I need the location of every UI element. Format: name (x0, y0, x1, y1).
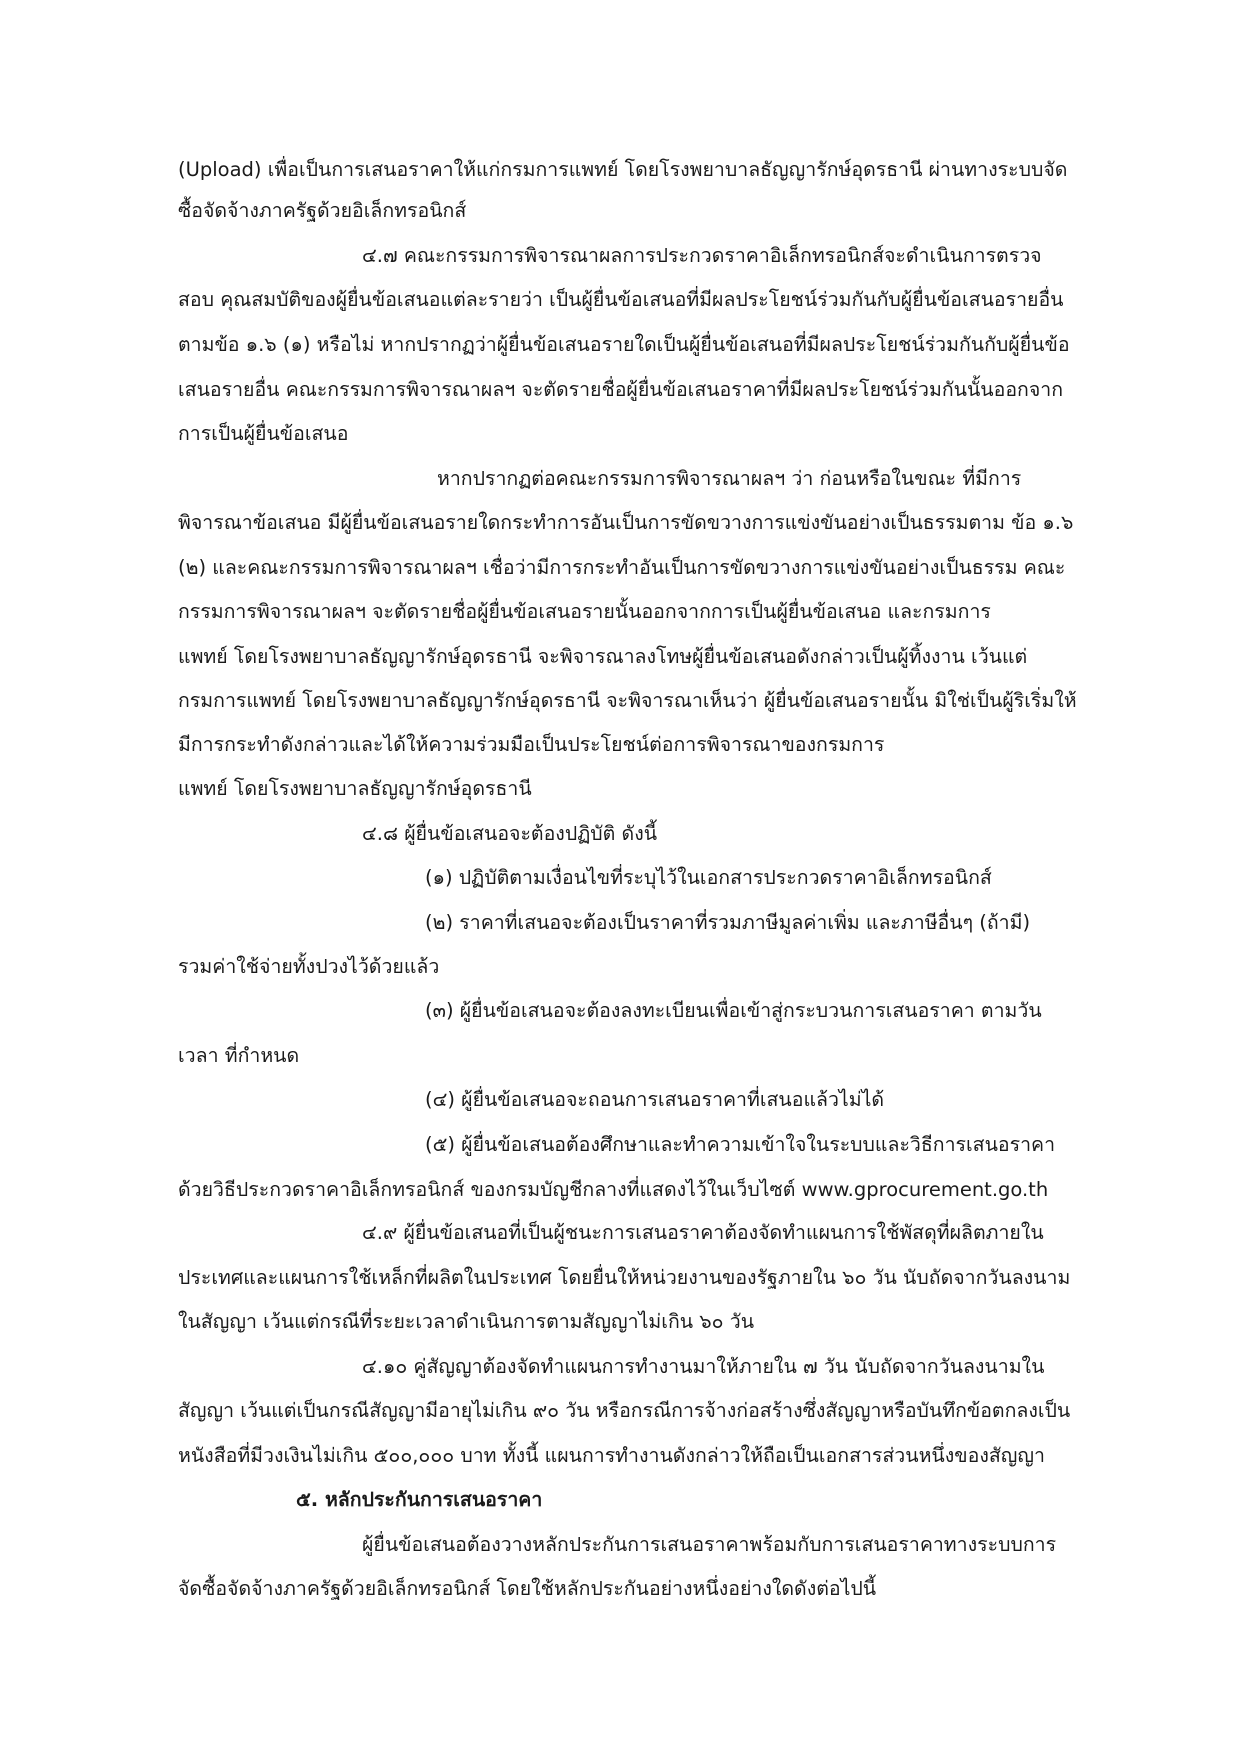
text-line: (๒) และคณะกรรมการพิจารณาผลฯ เชื่อว่ามีการกระทำอันเป็นการขัดขวางการแข่งขันอย่างเป็นธรรม คณะ (178, 556, 1066, 579)
text-line: พิจารณาข้อเสนอ มีผู้ยื่นข้อเสนอรายใดกระทำการอันเป็นการขัดขวางการแข่งขันอย่างเป็นธรรมตาม ข้อ ๑.๖ (178, 511, 1074, 534)
text-line: ประเทศและแผนการใช้เหล็กที่ผลิตในประเทศ โดยยื่นให้หน่วยงานของรัฐภายใน ๖๐ วัน นับถัดจากวันลงนาม (178, 1266, 1071, 1289)
text-line: รวมค่าใช้จ่ายทั้งปวงไว้ด้วยแล้ว (178, 955, 440, 978)
text-line: ตามข้อ ๑.๖ (๑) หรือไม่ หากปรากฏว่าผู้ยื่นข้อเสนอรายใดเป็นผู้ยื่นข้อเสนอที่มีผลประโยชน์ร่วมกันกับผู้ยื่นข้อ (178, 333, 1070, 356)
list-item: (๕) ผู้ยื่นข้อเสนอต้องศึกษาและทำความเข้าใจในระบบและวิธีการเสนอราคา (425, 1133, 1056, 1156)
text-line: การเป็นผู้ยื่นข้อเสนอ (178, 422, 349, 445)
section-4-7-line: ๔.๗ คณะกรรมการพิจารณาผลการประกวดราคาอิเล็กทรอนิกส์จะดำเนินการตรวจ (362, 244, 1042, 267)
list-item: (๑) ปฏิบัติตามเงื่อนไขที่ระบุไว้ในเอกสารประกวดราคาอิเล็กทรอนิกส์ (425, 866, 992, 889)
text-line: ในสัญญา เว้นแต่กรณีที่ระยะเวลาดำเนินการตามสัญญาไม่เกิน ๖๐ วัน (178, 1310, 755, 1333)
section-5-heading: ๕. หลักประกันการเสนอราคา (296, 1488, 543, 1511)
text-line: เสนอรายอื่น คณะกรรมการพิจารณาผลฯ จะตัดรายชื่อผู้ยื่นข้อเสนอราคาที่มีผลประโยชน์ร่วมกันนั้นออกจาก (178, 378, 1064, 401)
text-line: หนังสือที่มีวงเงินไม่เกิน ๕๐๐,๐๐๐ บาท ทั้งนี้ แผนการทำงานดังกล่าวให้ถือเป็นเอกสารส่วนหนึ่งของสัญญา (178, 1444, 1045, 1467)
section-4-9-line: ๔.๙ ผู้ยื่นข้อเสนอที่เป็นผู้ชนะการเสนอราคาต้องจัดทำแผนการใช้พัสดุที่ผลิตภายใน (362, 1221, 1044, 1244)
text-line: กรมการแพทย์ โดยโรงพยาบาลธัญญารักษ์อุดรธานี จะพิจารณาเห็นว่า ผู้ยื่นข้อเสนอรายนั้น มิใช่เป็นผู้ริเริ่มให้ (178, 689, 1077, 712)
text-line: กรรมการพิจารณาผลฯ จะตัดรายชื่อผู้ยื่นข้อเสนอรายนั้นออกจากการเป็นผู้ยื่นข้อเสนอ และกรมการ (178, 600, 991, 623)
text-line: มีการกระทำดังกล่าวและได้ให้ความร่วมมือเป็นประโยชน์ต่อการพิจารณาของกรมการ (178, 733, 885, 756)
text-line: สอบ คุณสมบัติของผู้ยื่นข้อเสนอแต่ละรายว่า เป็นผู้ยื่นข้อเสนอที่มีผลประโยชน์ร่วมกันกับผู้ยื่นข้อเสนอรายอื่น (178, 288, 1064, 311)
text-line: ด้วยวิธีประกวดราคาอิเล็กทรอนิกส์ ของกรมบัญชีกลางที่แสดงไว้ในเว็บไซต์ www.gprocurement.go.th (178, 1178, 1049, 1201)
list-item: (๓) ผู้ยื่นข้อเสนอจะต้องลงทะเบียนเพื่อเข้าสู่กระบวนการเสนอราคา ตามวัน (425, 999, 1042, 1022)
text-line: ซื้อจัดจ้างภาครัฐด้วยอิเล็กทรอนิกส์ (178, 199, 467, 222)
text-line: (Upload) เพื่อเป็นการเสนอราคาให้แก่กรมการแพทย์ โดยโรงพยาบาลธัญญารักษ์อุดรธานี ผ่านทางระบบจัด (178, 158, 1068, 181)
list-item: (๔) ผู้ยื่นข้อเสนอจะถอนการเสนอราคาที่เสนอแล้วไม่ได้ (425, 1088, 885, 1111)
text-line: เวลา ที่กำหนด (178, 1044, 300, 1067)
list-item: (๒) ราคาที่เสนอจะต้องเป็นราคาที่รวมภาษีมูลค่าเพิ่ม และภาษีอื่นๆ (ถ้ามี) (425, 911, 1031, 934)
text-line: แพทย์ โดยโรงพยาบาลธัญญารักษ์อุดรธานี (178, 777, 532, 800)
text-line: สัญญา เว้นแต่เป็นกรณีสัญญามีอายุไม่เกิน ๙๐ วัน หรือกรณีการจ้างก่อสร้างซึ่งสัญญาหรือบันทึกข้อตกลงเป็น (178, 1399, 1071, 1422)
text-line: จัดซื้อจัดจ้างภาครัฐด้วยอิเล็กทรอนิกส์ โดยใช้หลักประกันอย่างหนึ่งอย่างใดดังต่อไปนี้ (178, 1577, 877, 1600)
text-line: ผู้ยื่นข้อเสนอต้องวางหลักประกันการเสนอราคาพร้อมกับการเสนอราคาทางระบบการ (362, 1533, 1057, 1556)
text-line: แพทย์ โดยโรงพยาบาลธัญญารักษ์อุดรธานี จะพิจารณาลงโทษผู้ยื่นข้อเสนอดังกล่าวเป็นผู้ทิ้งงาน เว้นแต่ (178, 645, 1028, 668)
section-4-10-line: ๔.๑๐ คู่สัญญาต้องจัดทำแผนการทำงานมาให้ภายใน ๗ วัน นับถัดจากวันลงนามใน (362, 1355, 1045, 1378)
section-4-8-line: ๔.๘ ผู้ยื่นข้อเสนอจะต้องปฏิบัติ ดังนี้ (362, 822, 658, 845)
text-line: หากปรากฏต่อคณะกรรมการพิจารณาผลฯ ว่า ก่อนหรือในขณะ ที่มีการ (437, 467, 1022, 490)
